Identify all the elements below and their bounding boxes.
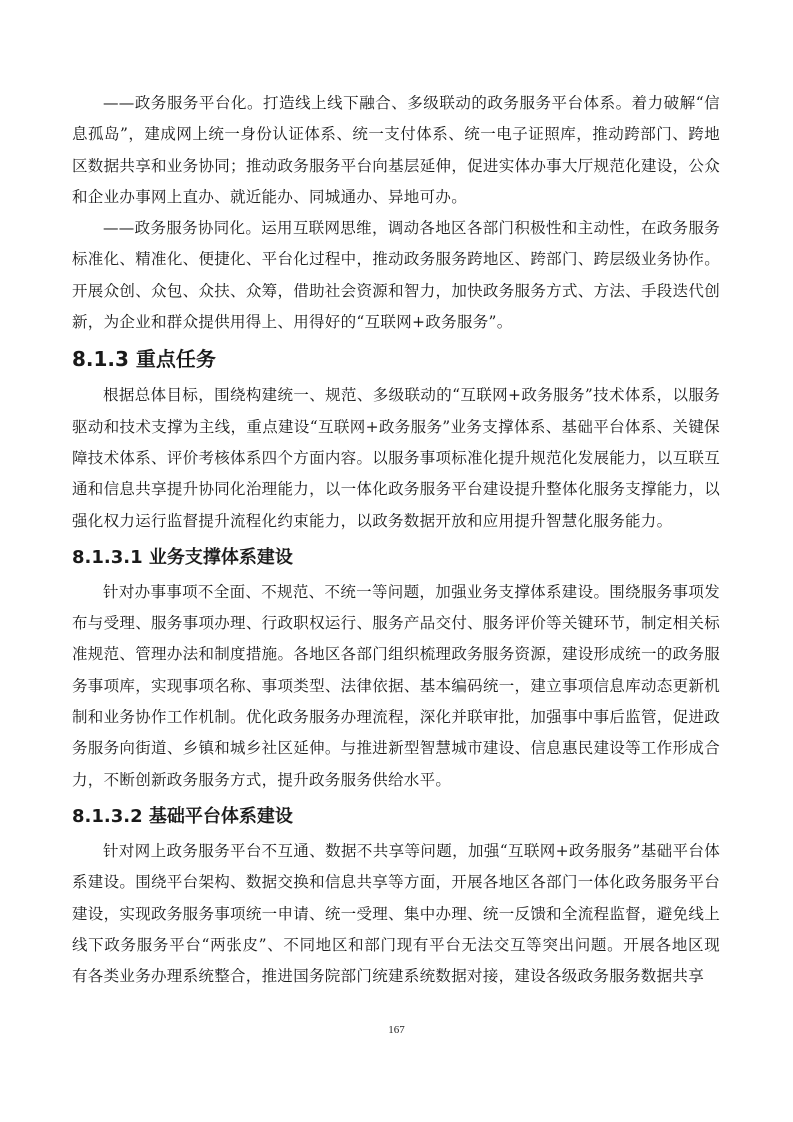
- section-heading-key-tasks: 8.1.3 重点任务: [72, 347, 216, 372]
- paragraph-business-support: 针对办事事项不全面、不规范、不统一等问题，加强业务支撑体系建设。围绕服务事项发布与受理、服务事项办理、行政职权运行、服务产品交付、服务评价等关键环节，制定相关标准规范、管理办法和制度措施。各地区各部门组织梳理政务服务资源，建设形成统一的政务服务事项库，实现事项名称、事项类型、法律依据、基本编码统一，建立事项信息库动态更新机制和业务协作工作机制。优化政务服务办理流程，深化并联审批，加强事中事后监管，促进政务服务向街道、乡镇和城乡社区延伸。与推进新型智慧城市建设、信息惠民建设等工作形成合力，不断创新政务服务方式，提升政务服务供给水平。: [72, 582, 720, 789]
- paragraph-collaboration: ——政务服务协同化。运用互联网思维，调动各地区各部门积极性和主动性，在政务服务标准化、精准化、便捷化、平台化过程中，推动政务服务跨地区、跨部门、跨层级业务协作。开展众创、众包、众扶、众筹，借助社会资源和智力，加快政务服务方式、方法、手段迭代创新，为企业和群众提供用得上、用得好的“互联网+政务服务”。: [72, 219, 720, 332]
- section-heading-basic-platform: 8.1.3.2 基础平台体系建设: [72, 805, 293, 827]
- paragraph-key-tasks: 根据总体目标，围绕构建统一、规范、多级联动的“互联网+政务服务”技术体系，以服务驱动和技术支撑为主线，重点建设“互联网+政务服务”业务支撑体系、基础平台体系、关键保障技术体系、评价考核体系四个方面内容。以服务事项标准化提升规范化发展能力，以互联互通和信息共享提升协同化治理能力，以一体化政务服务平台建设提升整体化服务支撑能力，以强化权力运行监督提升流程化约束能力，以政务数据开放和应用提升智慧化服务能力。: [72, 386, 720, 530]
- page-content: [72, 88, 720, 992]
- section-heading-business-support: 8.1.3.1 业务支撑体系建设: [72, 546, 293, 568]
- paragraph-basic-platform: 针对网上政务服务平台不互通、数据不共享等问题，加强“互联网+政务服务”基础平台体系建设。围绕平台架构、数据交换和信息共享等方面，开展各地区各部门一体化政务服务平台建设，实现政务服务事项统一申请、统一受理、集中办理、统一反馈和全流程监督，避免线上线下政务服务平台“两张皮”、不同地区和部门现有平台无法交互等突出问题。开展各地区现有各类业务办理系统整合，推进国务院部门统建系统数据对接，建设各级政务服务数据共享: [72, 841, 720, 986]
- page-number: 167: [388, 1024, 405, 1036]
- paragraph-platformization: ——政务服务平台化。打造线上线下融合、多级联动的政务服务平台体系。着力破解“信息孤岛”，建成网上统一身份认证体系、统一支付体系、统一电子证照库，推动跨部门、跨地区数据共享和业务协同；推动政务服务平台向基层延伸，促进实体办事大厅规范化建设，公众和企业办事网上直办、就近能办、同城通办、异地可办。: [72, 94, 720, 206]
